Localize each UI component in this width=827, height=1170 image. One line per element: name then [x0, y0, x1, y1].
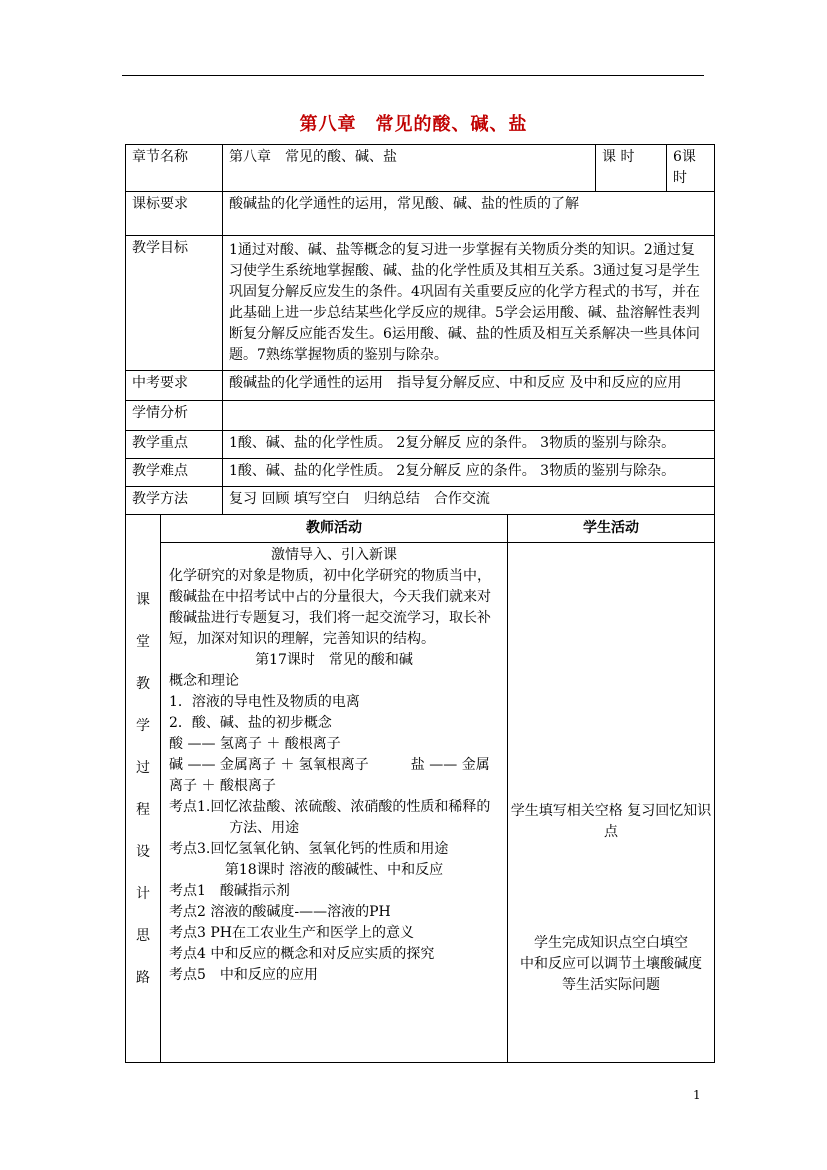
- student-activity-2a: 学生完成知识点空白填空: [534, 935, 688, 951]
- base-salt-definition: 碱 —— 金属离子 ＋ 氢氧根离子 盐 —— 金属离子 ＋ 酸根离子: [169, 757, 490, 794]
- concept-item-2: 2．酸、碱、盐的初步概念: [169, 715, 332, 731]
- row-method: [126, 487, 715, 515]
- key-label: 教学重点: [126, 431, 223, 459]
- student-activity-header: 学生活动: [508, 515, 715, 543]
- lesson-17-title: 第17课时 常见的酸和碱: [255, 652, 413, 668]
- concept-heading: 概念和理论: [169, 673, 239, 689]
- student-activity-2: [508, 933, 714, 996]
- process-side-label: [126, 515, 161, 1063]
- analysis-value: [223, 401, 715, 431]
- exam-value: 酸碱盐的化学通性的运用 指导复分解反应、中和反应 及中和反应的应用: [223, 371, 715, 401]
- side-char: 程: [136, 801, 150, 818]
- row-chapter: [126, 145, 715, 192]
- side-char: 学: [136, 717, 150, 734]
- exam-label: 中考要求: [126, 371, 223, 401]
- difficulty-value: 1酸、碱、盐的化学性质。 2复分解反 应的条件。 3物质的鉴别与除杂。: [223, 459, 715, 487]
- page-number: 1: [693, 1088, 701, 1102]
- teacher-activity-cell: [161, 543, 508, 1063]
- method-value: 复习 回顾 填写空白 归纳总结 合作交流: [223, 487, 715, 515]
- exam-point-3: 考点3.回忆氢氧化钠、氢氧化钙的性质和用途: [169, 841, 449, 857]
- goals-value: 1通过对酸、碱、盐等概念的复习进一步掌握有关物质分类的知识。2通过复习使学生系统地掌握酸、碱、盐的化学性质及其相互关系。3通过复习是学生巩固复分解反应发生的条件。4巩固有关重要反应的化学方程式的书写，并在此基础上进一步总结某些化学反应的规律。5学会运用酸、碱、盐溶解性表判断复分解反应能否发生。6运用酸、碱、盐的性质及相互关系解决一些具体问题。7熟练掌握物质的鉴别与除杂。: [223, 236, 715, 371]
- side-char: 过: [136, 759, 150, 776]
- lesson-18-point-2: 考点2 溶液的酸碱度-——溶液的PH: [169, 904, 391, 920]
- document-title: 第八章 常见的酸、碱、盐: [299, 114, 528, 135]
- student-activity-2b: 中和反应可以调节土壤酸碱度等生活实际问题: [520, 956, 702, 993]
- lesson-18-title: 第18课时 溶液的酸碱性、中和反应: [224, 862, 444, 878]
- chapter-label: 章节名称: [126, 145, 223, 192]
- hours-label: 课 时: [596, 145, 667, 192]
- method-label: 教学方法: [126, 487, 223, 515]
- side-char: 思: [136, 927, 150, 944]
- header-rule: [122, 75, 704, 76]
- row-exam: [126, 371, 715, 401]
- side-char: 路: [136, 969, 150, 986]
- side-char: 教: [136, 675, 150, 692]
- intro-text: 化学研究的对象是物质，初中化学研究的物质当中，酸碱盐在中招考试中占的分量很大，今天我们就来对酸碱盐进行专题复习，我们将一起交流学习，取长补短，加深对知识的理解，完善知识的结构。: [169, 568, 491, 647]
- row-difficulty: [126, 459, 715, 487]
- analysis-label: 学情分析: [126, 401, 223, 431]
- lesson-18-point-1: 考点1 酸碱指示剂: [169, 883, 290, 899]
- row-analysis: [126, 401, 715, 431]
- row-process-header: [126, 515, 715, 543]
- intro-title: 激情导入、引入新课: [271, 547, 397, 563]
- lesson-18-point-4: 考点4 中和反应的概念和对反应实质的探究: [169, 946, 435, 962]
- key-value: 1酸、碱、盐的化学性质。 2复分解反 应的条件。 3物质的鉴别与除杂。: [223, 431, 715, 459]
- lesson-18-point-5: 考点5 中和反应的应用: [169, 967, 318, 983]
- student-activity-cell: [508, 543, 715, 1063]
- row-standard: [126, 192, 715, 236]
- standard-value: 酸碱盐的化学通性的运用，常见酸、碱、盐的性质的了解: [223, 192, 715, 236]
- row-goals: [126, 236, 715, 371]
- teacher-activity-header: 教师活动: [161, 515, 508, 543]
- side-char: 计: [136, 885, 150, 902]
- student-activity-1: 学生填写相关空格 复习回忆知识点: [510, 803, 712, 840]
- concept-item-1: 1．溶液的导电性及物质的电离: [169, 694, 360, 710]
- standard-label: 课标要求: [126, 192, 223, 236]
- goals-label: 教学目标: [126, 236, 223, 371]
- lesson-18-point-3: 考点3 PH在工农业生产和医学上的意义: [169, 925, 414, 941]
- side-char: 课: [136, 591, 150, 608]
- side-char: 设: [136, 843, 150, 860]
- row-process-body: [126, 543, 715, 1063]
- row-key: [126, 431, 715, 459]
- hours-value: 6课时: [667, 145, 715, 192]
- lesson-plan-table: [125, 144, 715, 1063]
- difficulty-label: 教学难点: [126, 459, 223, 487]
- acid-definition: 酸 —— 氢离子 ＋ 酸根离子: [169, 736, 341, 752]
- chapter-value: 第八章 常见的酸、碱、盐: [223, 145, 596, 192]
- side-char: 堂: [136, 633, 150, 650]
- exam-point-1: 考点1.回忆浓盐酸、浓硫酸、浓硝酸的性质和稀释的方法、用途: [169, 799, 491, 836]
